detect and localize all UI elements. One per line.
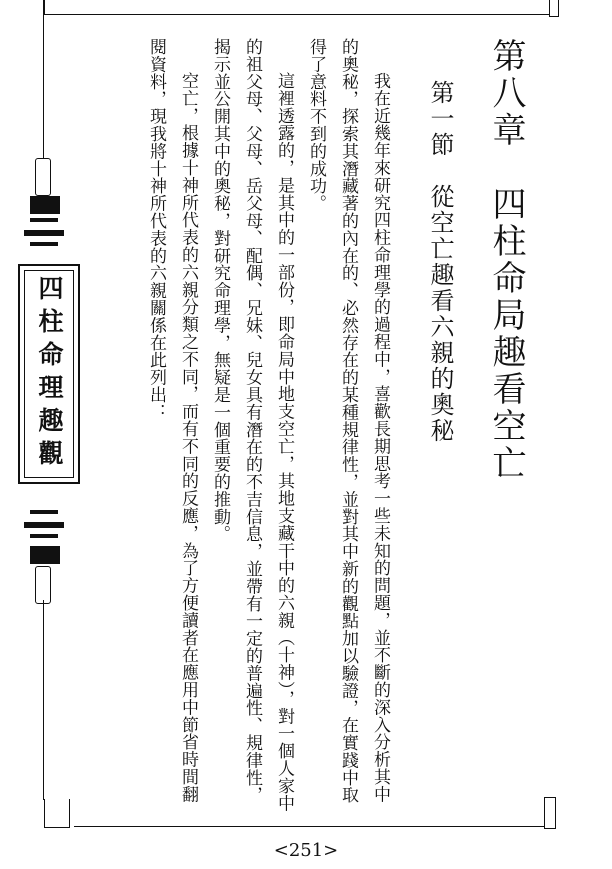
- page-number: <251>: [273, 840, 339, 861]
- section-title: 第一節 從空亡趣看六親的奧秘: [426, 80, 454, 444]
- paragraph: 空亡，根據十神所代表的六親分類之不同，而有不同的反應，為了方便讀者在應用中節省時間翻閱資料，現我將十神所代表的六親關係在此列出：: [146, 38, 198, 803]
- book-title: 四柱命理趣觀: [35, 275, 64, 473]
- border-ornament: [549, 0, 559, 17]
- paragraph: 我在近幾年來研究四柱命理學的過程中，喜歡長期思考一些未知的問題，並不斷的深入分析其中的奧秘，探索其潛藏著的內在的、必然存在的某種規律性，並對其中新的觀點加以驗證，在實踐中取得了意料不到的成功。: [306, 38, 390, 804]
- book-title-plaque: [18, 264, 80, 484]
- main-text: [108, 38, 538, 818]
- page-border-top: [44, 0, 555, 15]
- chapter-title: 第八章 四柱命局趣看空亡: [486, 38, 526, 482]
- paragraph: 這裡透露的，是其中的一部份，即命局中地支空亡，其地支藏干中的六親（十神），對一個人家中的祖父母、父母、岳父母、配偶、兄妹、兒女具有潛在的不吉信息，並帶有一定的普遍性、規律性，揭示並公開其中的奧秘，對研究命理學，無疑是一個重要的推動。: [210, 38, 294, 812]
- capsule-ornament: [35, 158, 51, 196]
- border-ornament: [544, 797, 556, 829]
- capsule-ornament: [35, 566, 51, 604]
- page-border-bottom: [74, 826, 552, 827]
